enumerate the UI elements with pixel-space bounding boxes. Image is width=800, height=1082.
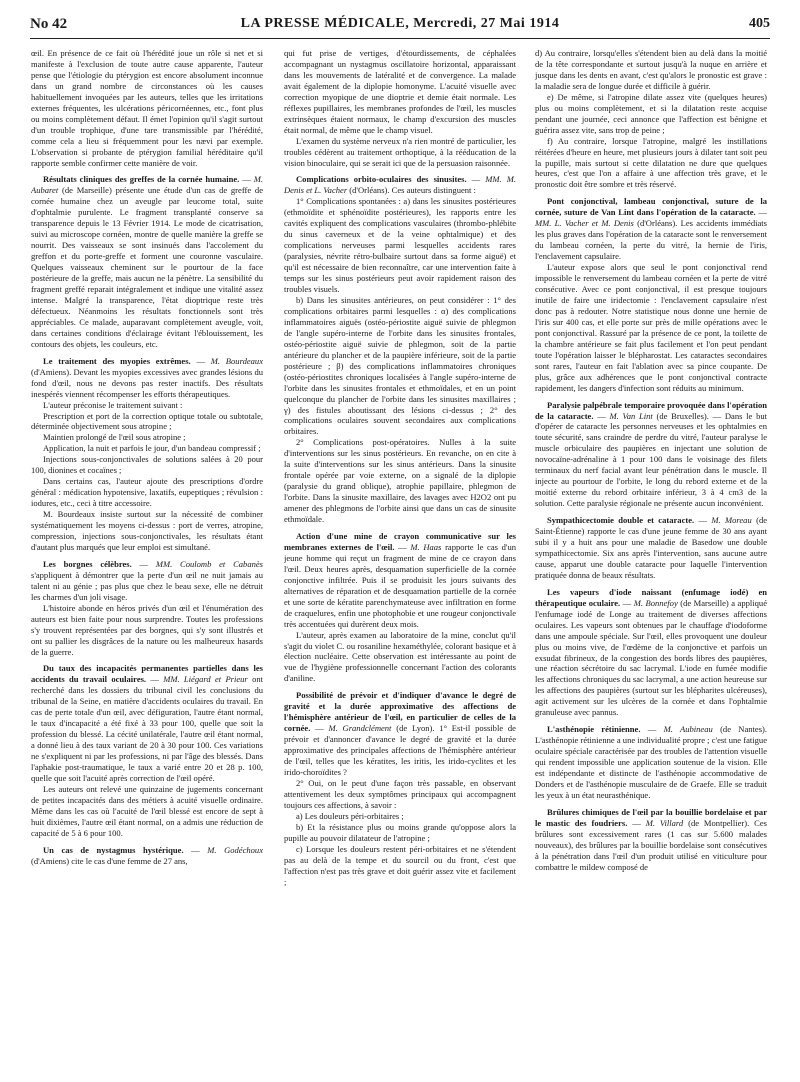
article-author: M. Aubaret: [31, 174, 263, 196]
paragraph: 2° Oui, on le peut d'une façon très passable, en observant attentivement les deux symptômes principaux qui accompagnent toujours ces affections, à savoir :: [284, 777, 516, 810]
paragraph: M. Bourdeaux insiste surtout sur la nécessité de combiner systématiquement les moyens ci-dessus : port de verres, atropine, compression, injections sous-conjonctivales, les résultats étant d'autant plus marqués que leur emploi est simultané.: [31, 509, 263, 552]
article-text: (d'Amiens). Devant les myopies excessives avec grandes lésions du fond d'œil, nous ne devons pas rester inactifs. Des résultats inespérés viennent récompenser les efforts thérapeutiques.: [31, 366, 263, 399]
article-title: Du taux des incapacités permanentes partielles dans les accidents du travail oculaires.: [31, 663, 263, 685]
article-author: M. Aubineau: [663, 724, 713, 735]
paragraph: c) Lorsque les douleurs restent péri-orbitaires et ne s'étendent pas au delà de la tempe et du sourcil ou du front, c'est que l'affection n'est pas très grave et doit guérir assez vite et facilement ;: [284, 843, 516, 887]
article-title: L'asthénopie rétinienne.: [547, 724, 641, 735]
paragraph: b) Dans les sinusites antérieures, on peut considérer : 1° des complications orbitaires parmi lesquelles : α) des complications inflammatoires aiguës (ostéo-périostite aiguë suivie de phlegmon de l'angle supéro-interne de l'orbite dans les sinusites frontales, ostéo-périostite aiguë suivie de phlegmon, soit de la partie antérieure du plancher et de la paupière inférieure, soit de la partie postérieure ; β) des complications inflammatoires chroniques (ostéo-périostites chroniques localisées à l'angle supéro-interne de l'orbite dans les sinusites frontales et ethmoïdales, et en un point quelconque du plancher de l'orbite dans les sinusites maxillaires ; γ) des fistules aboutissant des lésions ci-dessus ; 2° des complications oculaires souvent secondaires aux complications orbitaires.: [284, 294, 516, 437]
article-entry: Un cas de nystagmus hystérique. — M. Godéchoux (d'Amiens) cite le cas d'une femme de 27 ans,: [31, 844, 263, 866]
paragraph: Prescription et port de la correction optique totale ou subtotale, déterminée objectivement sous atropine ;: [31, 410, 263, 432]
paragraph: 1° Complications spontanées : a) dans les sinusites postérieures (ethmoïdite et sphénoïdite postérieures), les rapports entre les cavités expliquent des complications vasculaires (thrombo-phlébite du sinus caverneux et de la veine ophtalmique) et des complications nerveuses parmi lesquelles accidents rares (paralysies, névrite rétro-bulbaire surtout dans sa forme aiguë) et qu'il est nécessaire de bien reconnaître, car une intervention faite à temps sur les sinus postérieurs peut avoir rapidement raison des troubles visuels.: [284, 196, 516, 295]
article-author: MM. Liégard et Prieur: [163, 674, 248, 685]
article-title: Un cas de nystagmus hystérique.: [43, 844, 184, 855]
article-text: (de Lyon). 1° Est-il possible de prévoir et d'annoncer d'avance le degré de gravité et la durée approximative des principales affections de l'hémisphère antérieur de l'œil, telles que les kératites, les iritis, les irido-cyclites et les irido-choroïdites ?: [284, 723, 516, 777]
article-author: M. Bonnefoy: [633, 597, 678, 608]
article-entry: Action d'une mine de crayon communicative sur les membranes externes de l'œil. — M. Haas rapporte le cas d'un jeune homme qui reçut un fragment de mine de ce crayon dans l'œil. Deux heures après, desquamation superficielle de la cornée conjonctive infiltrée. Puis il se produisit les jours suivants des alternatives de réparation et de desquamation partielle de la cornée et une sorte de kératite parenchymateuse avec infiltration en forme de craquelures, enfin une photophobie et une rougeur conjonctivale très accentuées qui durèrent deux mois.: [284, 530, 516, 629]
paragraph: Dans certains cas, l'auteur ajoute des prescriptions d'ordre général : médication hypotensive, laxatifs, eupeptiques ; révulsion : iodures, etc., ceci à titre accessoire.: [31, 476, 263, 509]
paragraph: qui fut prise de vertiges, d'étourdissements, de céphalées accompagnant un nystagmus oscillatoire horizontal, apparaissant dans les mouvements de latéralité et de convergence. La malade avait également de la diplopie homonyme. L'acuité visuelle avec correction myopique de une dioptrie et demie était normale. Les réflexes pupillaires, les membranes profondes de l'œil, les muscles extrinsèques étaient normaux, le champ d'excursion des muscles était normal, de même que le champ visuel.: [284, 48, 516, 135]
paragraph: e) De même, si l'atropine dilate assez vite (quelques heures) plus ou moins complètement, et si la dilatation reste acquise pendant une journée, ceci annonce que l'affection est bénigne et guérira assez vite, sans trop de peine ;: [535, 91, 767, 135]
paragraph: d) Au contraire, lorsqu'elles s'étendent bien au delà dans la moitié de la tête correspondante et surtout jusqu'à la nuque en arrière et jusque dans les dents en avant, c'est qu'alors le pronostic est grave : la maladie sera de longue durée et difficile à guérir.: [535, 48, 767, 91]
article-text: rapporte le cas d'un jeune homme qui reçut un fragment de mine de ce crayon dans l'œil. Deux heures après, desquamation superficielle de la cornée conjonctive infiltrée. Puis il se produisit les jours suivants des alternatives de réparation et de desquamation partielle de la cornée et une sorte de kératite parenchymateuse avec infiltration en forme de craquelures, enfin une photophobie et une rougeur conjonctivale très accentuées qui durèrent deux mois.: [284, 541, 516, 629]
article-title: Complications orbito-oculaires des sinusites.: [296, 174, 467, 185]
paragraph: L'auteur préconise le traitement suivant :: [43, 399, 183, 410]
paragraph: a) Les douleurs péri-orbitaires ;: [296, 810, 404, 821]
text-column-3: [535, 48, 767, 1073]
page-header: [30, 16, 770, 39]
article-text: (de Bruxelles). — Dans le but d'opérer de cataracte les personnes nerveuses et les ophtalmies en toute sécurité, sans craindre de perdre du vitré, l'auteur paralyse le muscle orbiculaire des paupières en injectant une solution de novocaïne-adrénaline à 1 pour 100 dans le voisinage des filets terminaux du nerf facial avant leur pénétration dans le muscle. Il injecte au pourtour de l'orbite, le long du rebord externe et de la moitié externe du rebord orbitaire inférieur, 3 à 4 cm3 de la solution. Cette paralysie régionale ne présente aucun inconvénient.: [535, 410, 767, 509]
article-title: Les borgnes célèbres.: [43, 558, 132, 569]
article-title: Le traitement des myopies extrêmes.: [43, 355, 191, 366]
article-author: M. Godéchoux: [207, 844, 263, 855]
article-author: MM. M. Denis et L. Vacher: [284, 174, 516, 196]
article-author: M. Moreau: [711, 515, 752, 526]
article-author: MM. L. Vacher et M. Denis: [535, 218, 634, 229]
paragraph: L'auteur, après examen au laboratoire de la mine, conclut qu'il s'agit du violet C. ou rosaniline hexaméthylée, colorant basique et à élection nucléaire. Cette observation est intéressante au point de vue de l'hygiène professionnelle concernant l'action des colorants d'aniline.: [284, 629, 516, 684]
article-entry: Les vapeurs d'iode naissant (enfumage iodé) en thérapeutique oculaire. — M. Bonnefoy (de Marseille) a appliqué l'enfumage iodé de Longe au traitement de diverses affections oculaires. Les vapeurs sont obtenues par le chauffage d'iodoforme dans une ampoule spéciale. Sur l'œil, elles provoquent une douleur plus ou moins vive, de l'œdème de la conjonctive et parfois un exsudat fibrineux, de la congestion des bords libres des paupières, une réaction sécrétoire du sac lacrymal. L'iode en fumée modifie les affections chroniques du sac lacrymal, a une action heureuse sur les affections des paupières (surtout sur les blépharites ulcéreuses), agit activement sur les ulcères de la cornée et dans l'ophtalmie granuleuse avec pannus.: [535, 586, 767, 718]
article-entry: L'asthénopie rétinienne. — M. Aubineau (de Nantes). L'asthénopie rétinienne a une individualité propre ; c'est une fatigue oculaire spéciale caractérisée par des troubles de l'attention visuelle qui rendent impossible une application soutenue de la vision. Elle est indépendante et distincte de l'asthénopie accommodative de Donders et de l'asthénopie musculaire de de Graefe. Elle se traduit les yeux à un état neurasthénique.: [535, 724, 767, 800]
article-title: Brûlures chimiques de l'œil par la bouillie bordelaise et par le mastic des foudriers.: [535, 806, 767, 828]
article-author: MM. Coulomb et Cabanès: [155, 558, 263, 569]
paragraph: f) Au contraire, lorsque l'atropine, malgré les instillations réitérées d'heure en heure, met plusieurs jours à dilater tant soit peu la pupille, mais surtout si cette dilatation ne dure que quelques heures, c'est que l'on a affaire à une affection très grave, et le pronostic doit être sombre et très réservé.: [535, 135, 767, 190]
paragraph: œil. En présence de ce fait où l'hérédité joue un rôle si net et si manifeste à l'exclusion de toute autre cause apparente, l'auteur pense que l'étiologie du ptérygion est encore absolument inconnue dans un grand nombre de circonstances où les causes habituellement invoquées par les auteurs, telles que les irritations externes fréquentes, les ulcérations péricornéennes, etc., font plus ou moins complètement défaut. Il émet l'opinion qu'il s'agit surtout d'un trouble trophique, d'une tare transmissible par l'hérédité, comme cela a lieu si fréquemment pour les nævi par exemple. L'observation si probante de ptérygion familial héréditaire qu'il rapporte semble confirmer cette manière de voir.: [31, 48, 263, 168]
paragraph: L'histoire abonde en héros privés d'un œil et l'énumération des auteurs est bien faite pour nous surprendre. Toutes les professions s'y trouvent représentées par des borgnes, qui s'y sont illustrés et ont su pallier les disgrâces de la nature ou les malheureux hasards de la guerre.: [31, 602, 263, 657]
article-text: (de Nantes). L'asthénopie rétinienne a une individualité propre ; c'est une fatigue oculaire spéciale caractérisée par des troubles de l'attention visuelle qui rendent impossible une application soutenue de la vision. Elle est indépendante et distincte de l'asthénopie accommodative de Donders et de l'asthénopie musculaire de de Graefe. Elle se traduit les yeux à un état neurasthénique.: [535, 724, 767, 800]
text-column-2: [284, 48, 516, 1073]
article-text: (de Marseille) a appliqué l'enfumage iodé de Longe au traitement de diverses affections oculaires. Les vapeurs sont obtenues par le chauffage d'iodoforme dans une ampoule spéciale. Sur l'œil, elles provoquent une douleur plus ou moins vive, de l'œdème de la conjonctive et parfois un exsudat fibrineux, de la congestion des bords libres des paupières, une réaction sécrétoire du sac lacrymal. L'iode en fumée modifie les affections chroniques du sac lacrymal, a une action heureuse sur les affections des paupières (surtout sur les blépharites ulcéreuses), agit activement sur les ulcères de la cornée et dans l'ophtalmie granuleuse avec pannus.: [535, 597, 767, 718]
paragraph: b) Et la résistance plus ou moins grande qu'oppose alors la pupille au pouvoir dilatateur de l'atropine ;: [284, 821, 516, 843]
journal-title: LA PRESSE MÉDICALE, Mercredi, 27 Mai 1914: [240, 16, 560, 31]
article-author: M. Villard: [645, 817, 684, 828]
article-text: (de Saint-Étienne) rapporte le cas d'une jeune femme de 30 ans ayant subi il y a huit ans pour une maladie de Basedow une double sympathicectomie. Six ans après l'intervention, sans aucune autre cause, apparut une double cataracte pour laquelle l'intervention pratiquée donna de beaux résultats.: [535, 515, 767, 580]
article-author: M. Grandclément: [328, 723, 392, 734]
article-text: ont recherché dans les dossiers du tribunal civil les conclusions du tribunal de la Seine, en matière d'accidents oculaires du travail. En cas de perte totale d'un œil, avec défiguration, l'autre étant normal, le taux d'incapacité a été fixé à 33 pour 100, quelle que soit la profession du blessé. La cécité unilatérale, l'autre œil étant normal, a donné lieu à des taux variant de 20 à 30 pour 100. Ces variations ne s'expliquent ni par les professions, ni par l'âge des blessés. Dans l'aphakie post-traumatique, le taux a varié entre 20 et 28 p. 100, quelle que soit l'acuité après correction de l'œil opéré.: [31, 674, 263, 783]
article-entry: Possibilité de prévoir et d'indiquer d'avance le degré de gravité et la durée approximative des affections de l'hémisphère antérieur de l'œil, en particulier de celles de la cornée. — M. Grandclément (de Lyon). 1° Est-il possible de prévoir et d'annoncer d'avance le degré de gravité et la durée approximative des principales affections de l'hémisphère antérieur de l'œil, telles que les kératites, les iritis, les irido-cyclites et les irido-choroïdites ?: [284, 690, 516, 777]
paragraph: Injections sous-conjonctivales de solutions salées à 20 pour 100, dionines et cocaïnes ;: [31, 454, 263, 476]
article-entry: Du taux des incapacités permanentes partielles dans les accidents du travail oculaires. — MM. Liégard et Prieur ont recherché dans les dossiers du tribunal civil les conclusions du tribunal de la Seine, en matière d'accidents oculaires du travail. En cas de perte totale d'un œil, avec défiguration, l'autre étant normal, le taux d'incapacité a été fixé à 33 pour 100, quelle que soit la profession du blessé. La cécité unilatérale, l'autre œil étant normal, a donné lieu à des taux variant de 20 à 30 pour 100. Ces variations ne s'expliquent ni par les professions, ni par l'âge des blessés. Dans l'aphakie post-traumatique, le taux a varié entre 20 et 28 p. 100, quelle que soit l'acuité après correction de l'œil opéré.: [31, 663, 263, 783]
article-entry: Sympathicectomie double et cataracte. — M. Moreau (de Saint-Étienne) rapporte le cas d'une jeune femme de 30 ans ayant subi il y a huit ans pour une maladie de Basedow une double sympathicectomie. Six ans après l'intervention, sans aucune autre cause, apparut une double cataracte pour laquelle l'intervention pratiquée donna de beaux résultats.: [535, 515, 767, 580]
article-title: Les vapeurs d'iode naissant (enfumage iodé) en thérapeutique oculaire.: [535, 586, 767, 608]
article-title: Sympathicectomie double et cataracte.: [547, 515, 695, 526]
paragraph: Application, la nuit et parfois le jour, d'un bandeau compressif ;: [43, 443, 261, 454]
article-text: (d'Orléans). Les accidents immédiats les plus graves dans l'opération de la cataracte sont le renversement du lambeau cornéen, la perte du vitré, la hernie de l'iris, l'enclavement capsulaire.: [535, 218, 767, 262]
article-author: M. Van Lint: [609, 410, 653, 421]
article-entry: Brûlures chimiques de l'œil par la bouillie bordelaise et par le mastic des foudriers. — M. Villard (de Montpellier). Ces brûlures sont excessivement rares (1 cas sur 5.600 malades nouveaux), des brûlures par la bouillie bordelaise sont consécutives à la pénétration dans l'œil d'un produit utilisé en viticulture pour combattre le mildew composé de: [535, 806, 767, 872]
paragraph: 2° Complications post-opératoires. Nulles à la suite d'interventions sur les sinus postérieurs. En revanche, on en cite à la suite d'interventions sur les sinus antérieurs. Dans la sinusite frontale opérée par voie externe, on a signalé de la diplopie (paralysie du grand oblique), atrophie papillaire, phlegmon de l'orbite. Dans la sinusite maxillaire, des lavages avec H2O2 ont pu amener des phlegmons de l'orbite ainsi que dans un cas de sinusite ethmoïdale.: [284, 437, 516, 525]
article-entry: Paralysie palpébrale temporaire provoquée dans l'opération de la cataracte. — M. Van Lint (de Bruxelles). — Dans le but d'opérer de cataracte les personnes nerveuses et les ophtalmies en toute sécurité, sans craindre de perdre du vitré, l'auteur paralyse le muscle orbiculaire des paupières en injectant une solution de novocaïne-adrénaline à 1 pour 100 dans le voisinage des filets terminaux du nerf facial avant leur pénétration dans le muscle. Il injecte au pourtour de l'orbite, le long du rebord externe et de la moitié externe du rebord orbitaire inférieur, 3 à 4 cm3 de la solution. Cette paralysie régionale ne présente aucun inconvénient.: [535, 399, 767, 509]
paragraph: Maintien prolongé de l'œil sous atropine ;: [43, 432, 186, 443]
article-title: Paralysie palpébrale temporaire provoquée dans l'opération de la cataracte.: [535, 399, 767, 421]
article-title: Pont conjonctival, lambeau conjonctival, suture de la cornée, suture de Van Lint dans l'opération de la cataracte.: [535, 196, 767, 218]
paragraph: L'examen du système nerveux n'a rien montré de particulier, les troubles cédèrent au traitement orthoptique, à la rééducation de la vision binoculaire, qui se serait ici que de la persuasion raisonnée.: [284, 135, 516, 168]
article-entry: Le traitement des myopies extrêmes. — M. Bourdeaux (d'Amiens). Devant les myopies excessives avec grandes lésions du fond d'œil, nous ne devons pas rester inactifs. Des résultats inespérés viennent récompenser les efforts thérapeutiques.: [31, 355, 263, 399]
issue-number: No 42: [30, 16, 68, 32]
page-number: 405: [749, 16, 770, 31]
article-entry: Complications orbito-oculaires des sinusites. — MM. M. Denis et L. Vacher (d'Orléans). Ces auteurs distinguent :: [284, 174, 516, 196]
article-author: M. Bourdeaux: [210, 355, 263, 366]
paragraph: L'auteur expose alors que seul le pont conjonctival rend impossible le renversement du lambeau cornéen et la perte de vitré consécutive. Avec ce pont conjonctival, il est presque toujours inutile de faire une iridectomie : l'enclavement capsulaire n'est donc pas à redouter. Notre statistique nous donne une hernie de l'iris sur 400 cas, et elle porte sur près de mille opérations avec le pont conjonctival. Rassuré par la présence de ce pont, la toilette de la chambre antérieure se fait plus facilement et l'on peut pendant toute l'opération laisser le blépharostat. Les cataractes secondaires sont rares, l'auteur en fait l'ablation avec sa pince coupante. De plus, grâce aux adhérences que le pont conjonctival contracte rapidement, les dangers d'infection sont réduits au minimum.: [535, 262, 767, 393]
article-text: (de Montpellier). Ces brûlures sont excessivement rares (1 cas sur 5.600 malades nouveaux), des brûlures par la bouillie bordelaise sont consécutives à la pénétration dans l'œil d'un produit utilisé en viticulture pour combattre le mildew composé de: [535, 817, 767, 872]
article-title: Résultats cliniques des greffes de la cornée humaine.: [43, 174, 240, 185]
article-entry: Les borgnes célèbres. — MM. Coulomb et Cabanès s'appliquent à démontrer que la perte d'un œil ne nuit jamais au talent ni au génie ; pas plus que chez le beau sexe, elle ne détruit les charmes d'un joli visage.: [31, 558, 263, 602]
article-entry: Pont conjonctival, lambeau conjonctival, suture de la cornée, suture de Van Lint dans l'opération de la cataracte. — MM. L. Vacher et M. Denis (d'Orléans). Les accidents immédiats les plus graves dans l'opération de la cataracte sont le renversement du lambeau cornéen, la perte du vitré, la hernie de l'iris, l'enclavement capsulaire.: [535, 196, 767, 262]
paragraph: Les auteurs ont relevé une quinzaine de jugements concernant de petites incapacités dans des métiers à acuité visuelle ordinaire. Même dans les cas où l'acuité de l'œil blessé est encore de sept à huit dixièmes, l'autre œil étant normal, on a admis une réduction de capacité de 5 à 6 pour 100.: [31, 783, 263, 838]
article-author: M. Haas: [410, 541, 442, 552]
article-text: (d'Orléans). Ces auteurs distinguent :: [349, 185, 476, 196]
article-text: (d'Amiens) cite le cas d'une femme de 27 ans,: [31, 855, 188, 866]
article-title: Possibilité de prévoir et d'indiquer d'avance le degré de gravité et la durée approximative des affections de l'hémisphère antérieur de l'œil, en particulier de celles de la cornée.: [284, 690, 516, 734]
text-column-1: [31, 48, 263, 1073]
article-text: s'appliquent à démontrer que la perte d'un œil ne nuit jamais au talent ni au génie ; pas plus que chez le beau sexe, elle ne détruit les charmes d'un joli visage.: [31, 569, 263, 602]
article-entry: Résultats cliniques des greffes de la cornée humaine. — M. Aubaret (de Marseille) présente une étude d'un cas de greffe de cornée humaine chez un aveugle par leucome total, suite d'ophtalmie purulente. Le fragment transplanté conserve sa transparence depuis le 13 Février 1914. Le mode de cicatrisation, suivi au microscope cornéen, montre de quelle manière la greffe se nourrit. Des vaisseaux se sont insinués dans l'accolement du greffon et du porte-greffe et forment une couronne vasculaire. Quelques vaisseaux cheminent sur le pourtour de la face postérieure de la greffe, mais aucun ne la pénètre. La sensibilité du fragment greffé reparait intégralement et indique une vitalité assez intense. Malgré la transparence, l'état dioptrique reste très défectueux. Néanmoins les résultats fonctionnels sont très appréciables. Ce malade, auparavant complètement aveugle, voit, dans certaines conditions d'éclairage évitant l'éblouissement, les contours des objets, les couleurs, etc.: [31, 174, 263, 349]
article-title: Action d'une mine de crayon communicative sur les membranes externes de l'œil.: [284, 530, 516, 552]
article-text: (de Marseille) présente une étude d'un cas de greffe de cornée humaine chez un aveugle par leucome total, suite d'ophtalmie purulente. Le fragment transplanté conserve sa transparence depuis le 13 Février 1914. Le mode de cicatrisation, suivi au microscope cornéen, montre de quelle manière la greffe se nourrit. Des vaisseaux se sont insinués dans l'accolement du greffon et du porte-greffe et forment une couronne vasculaire. Quelques vaisseaux cheminent sur le pourtour de la face postérieure de la greffe, mais aucun ne la pénètre. La sensibilité du fragment greffé reparait intégralement et indique une vitalité assez intense. Malgré la transparence, l'état dioptrique reste très défectueux. Néanmoins les résultats fonctionnels sont très appréciables. Ce malade, auparavant complètement aveugle, voit, dans certaines conditions d'éclairage évitant l'éblouissement, les contours des objets, les couleurs, etc.: [31, 185, 263, 349]
